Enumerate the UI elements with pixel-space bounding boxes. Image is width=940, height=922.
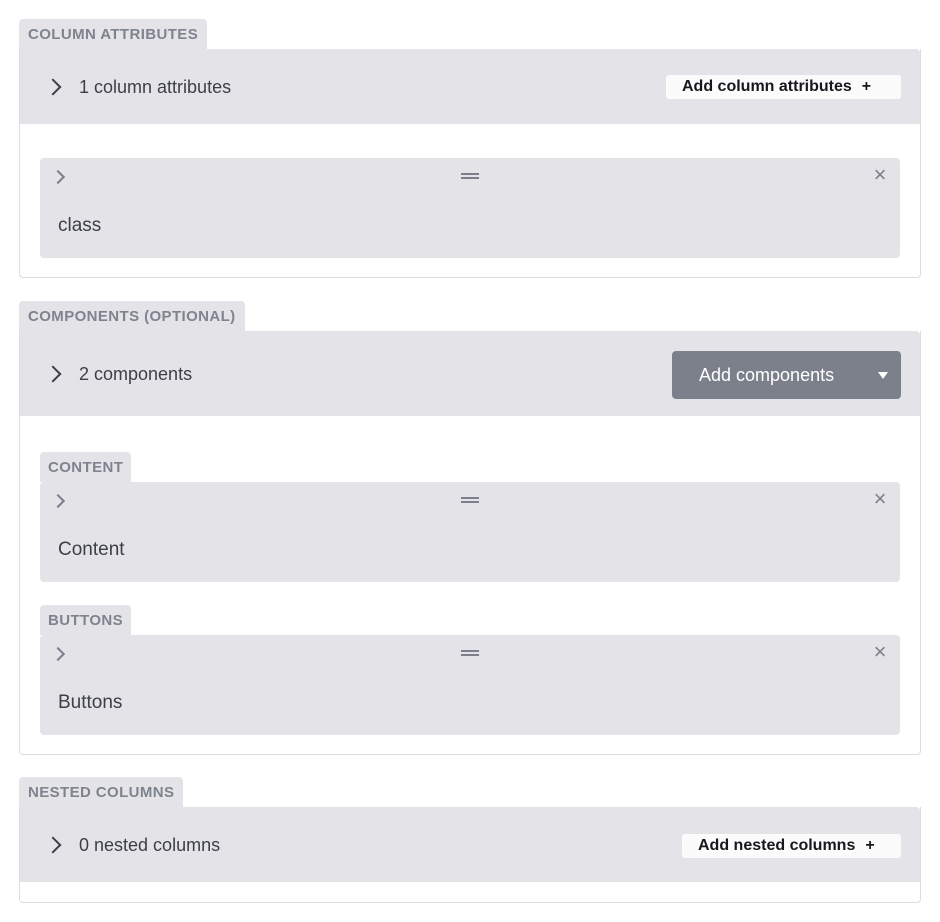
add-components-dropdown-button[interactable] bbox=[672, 351, 901, 399]
column-attributes-tab: COLUMN ATTRIBUTES bbox=[19, 19, 207, 49]
expand-item-chevron-icon[interactable] bbox=[51, 647, 65, 661]
component-item-content[interactable] bbox=[40, 482, 900, 582]
close-icon[interactable]: × bbox=[873, 486, 887, 511]
close-icon[interactable]: × bbox=[873, 639, 887, 664]
nested-columns-tab: NESTED COLUMNS bbox=[19, 777, 183, 807]
drag-handle-icon[interactable] bbox=[461, 172, 479, 180]
plus-icon: + bbox=[865, 837, 875, 854]
nested-columns-section bbox=[19, 777, 921, 903]
expand-item-chevron-icon[interactable] bbox=[51, 170, 65, 184]
expand-item-chevron-icon[interactable] bbox=[51, 494, 65, 508]
expand-chevron-icon[interactable] bbox=[45, 837, 62, 854]
components-section bbox=[19, 301, 921, 755]
column-attributes-header[interactable] bbox=[20, 49, 920, 124]
component-item-buttons[interactable] bbox=[40, 635, 900, 735]
components-tab: COMPONENTS (OPTIONAL) bbox=[19, 301, 245, 331]
expand-chevron-icon[interactable] bbox=[45, 366, 62, 383]
column-attributes-count: 1 column attributes bbox=[79, 77, 232, 97]
column-attributes-panel bbox=[19, 49, 921, 278]
attribute-item-title: class bbox=[58, 215, 102, 236]
nested-columns-count: 0 nested columns bbox=[79, 835, 221, 855]
component-tag-content: CONTENT bbox=[40, 452, 131, 482]
components-count: 2 components bbox=[79, 364, 193, 384]
caret-down-icon bbox=[878, 372, 888, 379]
nested-columns-header[interactable] bbox=[20, 807, 920, 882]
component-item-title: Content bbox=[58, 539, 125, 560]
add-column-attributes-button[interactable] bbox=[666, 75, 901, 99]
drag-handle-icon[interactable] bbox=[461, 496, 479, 504]
components-header[interactable] bbox=[20, 331, 920, 416]
component-tag-buttons: BUTTONS bbox=[40, 605, 131, 635]
attribute-item-class[interactable] bbox=[40, 158, 900, 258]
expand-chevron-icon[interactable] bbox=[45, 79, 62, 96]
component-item-title: Buttons bbox=[58, 692, 123, 713]
add-nested-columns-label: Add nested columns bbox=[698, 837, 856, 854]
add-column-attributes-label: Add column attributes bbox=[682, 78, 852, 95]
column-attributes-section bbox=[19, 19, 921, 279]
plus-icon: + bbox=[861, 78, 872, 95]
add-components-label: Add components bbox=[699, 365, 835, 385]
nested-columns-panel bbox=[19, 807, 921, 903]
add-nested-columns-button[interactable] bbox=[682, 834, 901, 858]
components-panel bbox=[19, 331, 921, 755]
drag-handle-icon[interactable] bbox=[461, 649, 479, 657]
close-icon[interactable]: × bbox=[873, 162, 887, 187]
